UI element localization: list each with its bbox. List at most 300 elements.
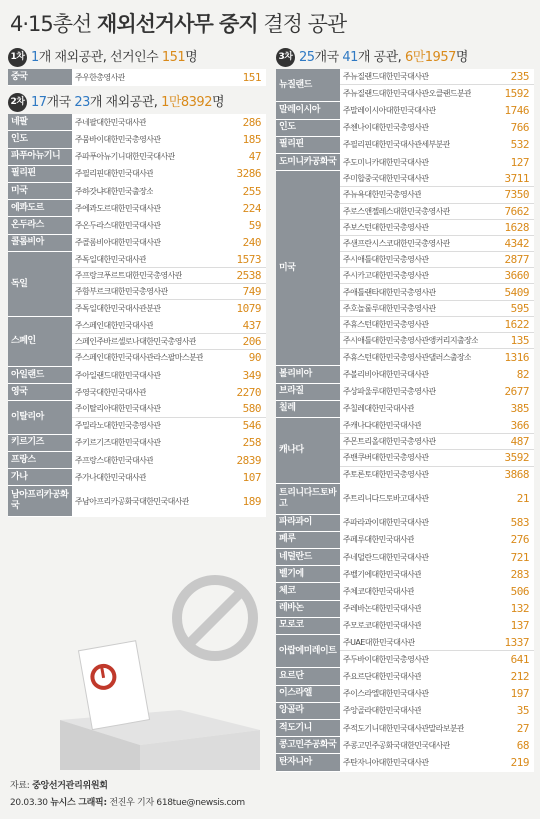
voter-number: 235 xyxy=(510,70,529,84)
country-name: 체코 xyxy=(276,583,340,599)
country-count-suffix: 개국 xyxy=(314,50,339,65)
mission-rows xyxy=(340,618,534,634)
country-name: 가나 xyxy=(8,469,72,485)
voter-number: 3711 xyxy=(504,172,529,186)
graphic-label: 뉴시스 그래픽: xyxy=(50,798,107,808)
country-name: 영국 xyxy=(8,384,72,400)
mission-row xyxy=(340,601,534,617)
mission-row xyxy=(72,235,266,251)
mission-row xyxy=(340,236,534,252)
voter-number: 127 xyxy=(510,155,529,169)
country-name: 탄자니아 xyxy=(276,754,340,770)
mission-name: 주스페인대한민국대사관 xyxy=(75,320,154,330)
mission-name: 주이탈리아대한민국대사관 xyxy=(75,404,161,414)
country-name: 벨기에 xyxy=(276,566,340,582)
mission-rows xyxy=(72,200,266,216)
section-badge: 2차 xyxy=(8,93,27,112)
mission-name: 주뉴질랜드대한민국대사관 xyxy=(343,72,429,82)
mission-count: 41 xyxy=(342,50,358,65)
section-header xyxy=(8,47,266,69)
mission-row xyxy=(340,467,534,483)
voter-number: 135 xyxy=(510,334,529,348)
mission-row xyxy=(340,434,534,450)
country-group xyxy=(276,583,534,600)
country-name: 도미니카공화국 xyxy=(276,154,340,170)
country-name: 브라질 xyxy=(276,384,340,400)
section-3 xyxy=(276,47,534,772)
country-name: 인도 xyxy=(8,131,72,147)
mission-row xyxy=(340,102,534,118)
mission-row xyxy=(340,532,534,548)
voter-number: 255 xyxy=(242,184,261,198)
country-group xyxy=(8,114,266,131)
mission-rows xyxy=(72,452,266,468)
voter-count-suffix: 명 xyxy=(185,50,198,65)
mission-rows xyxy=(72,235,266,251)
mission-rows xyxy=(340,668,534,684)
country-name: 적도기니 xyxy=(276,720,340,736)
mission-rows xyxy=(340,137,534,153)
source-label: 자료: xyxy=(10,781,30,791)
voter-number: 1337 xyxy=(504,636,529,650)
mission-row xyxy=(72,435,266,451)
voter-number: 385 xyxy=(510,402,529,416)
mission-name: 주도미니카대한민국대사관 xyxy=(343,157,429,167)
voter-number: 21 xyxy=(516,492,529,506)
mission-count: 1 xyxy=(31,50,39,65)
mission-name: 주독일대한민국대사관 xyxy=(75,254,147,264)
mission-row xyxy=(72,317,266,333)
country-group xyxy=(276,102,534,119)
mission-name: 주UAE대한민국대사관 xyxy=(343,638,415,648)
country-group xyxy=(276,754,534,771)
mission-name: 주뉴욕대한민국총영사관 xyxy=(343,190,422,200)
mission-row xyxy=(340,384,534,400)
voter-number: 506 xyxy=(510,585,529,599)
voter-number: 286 xyxy=(242,115,261,129)
country-name: 앙골라 xyxy=(276,703,340,719)
mission-count: 23 xyxy=(74,95,90,111)
country-group xyxy=(276,601,534,618)
country-group xyxy=(8,69,266,86)
country-name: 네팔 xyxy=(8,114,72,130)
country-group xyxy=(8,217,266,234)
voter-number: 721 xyxy=(510,550,529,564)
voter-number: 132 xyxy=(510,602,529,616)
mission-name: 주첸나이대한민국총영사관 xyxy=(343,123,429,133)
mission-count-suffix: 개 재외공관, xyxy=(89,95,158,111)
voter-number: 189 xyxy=(242,494,261,508)
voter-number: 206 xyxy=(242,334,261,348)
voter-number: 532 xyxy=(510,138,529,152)
voter-number: 366 xyxy=(510,419,529,433)
mission-name: 주레바논대한민국대사관 xyxy=(343,604,422,614)
mission-row xyxy=(72,217,266,233)
country-name: 이탈리아 xyxy=(8,401,72,433)
mission-name: 주프랑크푸르트대한민국총영사관 xyxy=(75,270,182,280)
country-name: 뉴질랜드 xyxy=(276,69,340,101)
mission-row xyxy=(340,635,534,651)
voter-number: 1622 xyxy=(504,317,529,331)
country-name: 아일랜드 xyxy=(8,367,72,383)
mission-row xyxy=(340,703,534,719)
mission-name: 주휴스턴대한민국총영사관 xyxy=(343,319,429,329)
mission-name: 주이스라엘대한민국대사관 xyxy=(343,689,429,699)
voter-number: 47 xyxy=(248,150,261,164)
mission-rows xyxy=(72,217,266,233)
country-name: 네덜란드 xyxy=(276,549,340,565)
mission-row xyxy=(72,469,266,485)
page-title xyxy=(10,8,346,38)
mission-row xyxy=(72,418,266,434)
voter-number: 27 xyxy=(516,721,529,735)
country-group xyxy=(276,737,534,754)
mission-name: 주남아프리카공화국대한민국대사관 xyxy=(75,496,190,506)
voter-number: 2677 xyxy=(504,385,529,399)
mission-rows xyxy=(72,131,266,147)
voter-number: 437 xyxy=(242,318,261,332)
country-group xyxy=(8,166,266,183)
mission-rows xyxy=(340,515,534,531)
mission-row xyxy=(340,651,534,667)
title-part3: 결정 공관 xyxy=(263,12,347,36)
mission-name: 주에콰도르대한민국대사관 xyxy=(75,203,161,213)
mission-row xyxy=(340,349,534,365)
country-group xyxy=(276,384,534,401)
voter-number: 580 xyxy=(242,402,261,416)
mission-row xyxy=(340,120,534,136)
mission-row xyxy=(340,268,534,284)
mission-row xyxy=(340,484,534,514)
section-badge: 1차 xyxy=(8,48,27,67)
mission-rows xyxy=(340,120,534,136)
voter-number: 641 xyxy=(510,652,529,666)
mission-rows xyxy=(72,384,266,400)
country-name: 이스라엘 xyxy=(276,686,340,702)
mission-row xyxy=(340,252,534,268)
voter-number: 1628 xyxy=(504,220,529,234)
mission-row xyxy=(72,334,266,350)
mission-row xyxy=(340,333,534,349)
mission-row xyxy=(72,166,266,182)
mission-row xyxy=(340,418,534,434)
mission-name: 주미합중국대한민국대사관 xyxy=(343,174,429,184)
mission-rows xyxy=(72,317,266,366)
mission-name: 스페인주바르셀로나대한민국총영사관 xyxy=(75,336,197,346)
mission-name: 주말레이시아대한민국대사관 xyxy=(343,105,436,115)
mission-row xyxy=(72,200,266,216)
mission-row xyxy=(72,384,266,400)
country-name: 키르기즈 xyxy=(8,435,72,451)
voter-number: 137 xyxy=(510,619,529,633)
voter-number: 185 xyxy=(242,132,261,146)
voter-number: 5409 xyxy=(504,285,529,299)
country-count-suffix: 개국 xyxy=(46,95,71,111)
mission-rows xyxy=(72,149,266,165)
title-part2: 재외선거사무 중지 xyxy=(97,12,258,36)
country-group xyxy=(276,566,534,583)
country-name: 독일 xyxy=(8,252,72,317)
country-name: 필리핀 xyxy=(8,166,72,182)
mission-name: 주몬트리올대한민국총영사관 xyxy=(343,437,436,447)
country-name: 프랑스 xyxy=(8,452,72,468)
mission-row xyxy=(340,686,534,702)
mission-rows xyxy=(340,635,534,667)
country-group xyxy=(8,252,266,318)
voter-number: 107 xyxy=(242,470,261,484)
mission-row xyxy=(72,486,266,516)
mission-count-suffix: 개 재외공관, 선거인수 xyxy=(38,50,159,65)
country-group xyxy=(276,366,534,383)
country-count: 25 xyxy=(299,50,315,65)
mission-name: 주함부르크대한민국총영사관 xyxy=(75,287,168,297)
credit: 전진우 기자 618tue@newsis.com xyxy=(109,798,245,808)
mission-row xyxy=(340,668,534,684)
right-column xyxy=(276,47,534,772)
mission-row xyxy=(340,401,534,417)
country-group xyxy=(276,720,534,737)
country-group xyxy=(276,401,534,418)
date: 20.03.30 xyxy=(10,798,48,808)
country-group xyxy=(276,703,534,720)
mission-name: 주영국대한민국대사관 xyxy=(75,387,147,397)
mission-row xyxy=(340,618,534,634)
mission-rows xyxy=(72,183,266,199)
mission-row xyxy=(340,549,534,565)
voter-number: 197 xyxy=(510,687,529,701)
mission-row xyxy=(72,367,266,383)
country-group xyxy=(276,515,534,532)
mission-row xyxy=(340,284,534,300)
mission-row xyxy=(72,268,266,284)
mission-row xyxy=(72,149,266,165)
voter-number: 487 xyxy=(510,435,529,449)
mission-name: 주온두라스대한민국대사관 xyxy=(75,220,161,230)
voter-number: 2270 xyxy=(236,385,261,399)
country-name: 트리니다드토바고 xyxy=(276,484,340,514)
voter-count: 151 xyxy=(161,50,186,65)
voter-number: 7350 xyxy=(504,188,529,202)
voter-number: 766 xyxy=(510,121,529,135)
mission-rows xyxy=(340,754,534,770)
mission-name: 주시애틀대한민국총영사관 xyxy=(343,255,429,265)
mission-name: 주아일랜드대한민국대사관 xyxy=(75,370,161,380)
voter-number: 4342 xyxy=(504,236,529,250)
mission-row xyxy=(72,252,266,268)
mission-name: 주키르기즈대한민국대사관 xyxy=(75,438,161,448)
mission-rows xyxy=(340,549,534,565)
country-group xyxy=(8,401,266,434)
mission-rows xyxy=(72,166,266,182)
voter-count-suffix: 명 xyxy=(211,95,225,111)
mission-rows xyxy=(340,154,534,170)
mission-row xyxy=(340,171,534,187)
mission-row xyxy=(72,284,266,300)
country-group xyxy=(8,183,266,200)
mission-name: 주앙골라대한민국대사관 xyxy=(343,706,422,716)
mission-rows xyxy=(340,601,534,617)
mission-rows xyxy=(72,469,266,485)
country-name: 미국 xyxy=(276,171,340,365)
source-value: 중앙선거관리위원회 xyxy=(32,781,108,791)
mission-rows xyxy=(340,703,534,719)
voter-count: 1만8392 xyxy=(161,95,212,111)
voter-number: 1592 xyxy=(504,86,529,100)
mission-name: 주하갓냐대한민국출장소 xyxy=(75,186,154,196)
country-group xyxy=(8,435,266,452)
country-group xyxy=(276,484,534,515)
mission-row xyxy=(72,350,266,366)
mission-row xyxy=(340,69,534,85)
mission-rows xyxy=(340,384,534,400)
mission-name: 주상파울루대한민국총영사관 xyxy=(343,387,436,397)
voter-number: 349 xyxy=(242,368,261,382)
country-group xyxy=(8,486,266,517)
mission-rows xyxy=(72,114,266,130)
country-name: 모로코 xyxy=(276,618,340,634)
country-name: 볼리비아 xyxy=(276,366,340,382)
mission-name: 주칠레대한민국대사관 xyxy=(343,404,415,414)
mission-name: 주파푸아뉴기니대한민국대사관 xyxy=(75,152,175,162)
country-group xyxy=(276,618,534,635)
voter-number: 240 xyxy=(242,236,261,250)
mission-rows xyxy=(340,737,534,753)
mission-name: 주스페인대한민국대사관라스팔마스분관 xyxy=(75,353,204,363)
country-group xyxy=(8,452,266,469)
mission-row xyxy=(340,515,534,531)
mission-rows xyxy=(72,69,266,85)
mission-name: 주탄자니아대한민국대사관 xyxy=(343,757,429,767)
mission-name: 주밀라노대한민국총영사관 xyxy=(75,421,161,431)
voter-number: 59 xyxy=(248,218,261,232)
mission-name: 주캐나다대한민국대사관 xyxy=(343,421,422,431)
mission-rows xyxy=(72,367,266,383)
mission-rows xyxy=(72,401,266,433)
mission-row xyxy=(340,583,534,599)
country-group xyxy=(276,120,534,137)
voter-count-suffix: 명 xyxy=(455,50,468,65)
voter-number: 2839 xyxy=(236,453,261,467)
mission-rows xyxy=(340,418,534,483)
mission-name: 주트리니다드토바고대사관 xyxy=(343,494,429,504)
mission-name: 주네팔대한민국대사관 xyxy=(75,117,147,127)
mission-row xyxy=(72,452,266,468)
mission-name: 주밴쿠버대한민국총영사관 xyxy=(343,453,429,463)
mission-name: 주우한총영사관 xyxy=(75,72,125,82)
country-name: 콩고민주공화국 xyxy=(276,737,340,753)
mission-name: 주두바이대한민국총영사관 xyxy=(343,654,429,664)
mission-rows xyxy=(340,686,534,702)
mission-rows xyxy=(340,102,534,118)
country-name: 필리핀 xyxy=(276,137,340,153)
mission-row xyxy=(72,300,266,316)
voter-number: 546 xyxy=(242,419,261,433)
mission-rows xyxy=(340,566,534,582)
mission-row xyxy=(340,154,534,170)
mission-rows xyxy=(340,484,534,514)
mission-name: 주필리핀대한민국대사관 xyxy=(75,169,154,179)
mission-name: 주요르단대한민국대사관 xyxy=(343,671,422,681)
country-name: 남아프리카공화국 xyxy=(8,486,72,516)
voter-number: 7662 xyxy=(504,204,529,218)
mission-name: 주휴스턴대한민국총영사관댈러스출장소 xyxy=(343,352,472,362)
mission-rows xyxy=(340,532,534,548)
left-column xyxy=(8,47,266,517)
mission-name: 주필리핀대한민국대사관세부분관 xyxy=(343,140,450,150)
voter-number: 3592 xyxy=(504,451,529,465)
country-group xyxy=(8,317,266,367)
voter-number: 90 xyxy=(248,351,261,365)
country-name: 파라과이 xyxy=(276,515,340,531)
ballot-paper xyxy=(79,641,150,730)
country-name: 레바논 xyxy=(276,601,340,617)
country-group xyxy=(276,635,534,668)
mission-name: 주로스앤젤레스대한민국총영사관 xyxy=(343,206,450,216)
country-name: 중국 xyxy=(8,69,72,85)
country-name: 캐나다 xyxy=(276,418,340,483)
mission-rows xyxy=(340,366,534,382)
country-name: 말레이시아 xyxy=(276,102,340,118)
country-group xyxy=(8,469,266,486)
mission-name: 주프랑스대한민국대사관 xyxy=(75,455,154,465)
mission-name: 주샌프란시스코대한민국총영사관 xyxy=(343,238,450,248)
country-group xyxy=(8,149,266,166)
section-header xyxy=(276,47,534,69)
mission-row xyxy=(340,187,534,203)
country-group xyxy=(8,200,266,217)
ballot-box-illustration xyxy=(60,570,280,770)
prohibition-icon xyxy=(177,580,253,656)
country-group xyxy=(276,171,534,366)
voter-number: 283 xyxy=(510,567,529,581)
mission-row xyxy=(340,137,534,153)
country-name: 에콰도르 xyxy=(8,200,72,216)
voter-number: 1316 xyxy=(504,350,529,364)
mission-name: 주뉴질랜드대한민국대사관오클랜드분관 xyxy=(343,88,472,98)
country-name: 인도 xyxy=(276,120,340,136)
voter-number: 1746 xyxy=(504,103,529,117)
mission-count-suffix: 개 공관, xyxy=(357,50,402,65)
voter-count: 6만1957 xyxy=(404,50,456,65)
mission-row xyxy=(72,131,266,147)
country-name: 온두라스 xyxy=(8,217,72,233)
mission-row xyxy=(340,720,534,736)
mission-row xyxy=(340,450,534,466)
mission-name: 주시애틀대한민국총영사관앵커리지출장소 xyxy=(343,336,479,346)
country-group xyxy=(276,668,534,685)
voter-number: 749 xyxy=(242,285,261,299)
mission-row xyxy=(340,566,534,582)
title-part1: 4·15총선 xyxy=(10,12,92,36)
mission-rows xyxy=(340,171,534,365)
voter-number: 68 xyxy=(516,738,529,752)
country-group xyxy=(276,686,534,703)
mission-row xyxy=(72,183,266,199)
voter-number: 151 xyxy=(242,70,261,84)
mission-row xyxy=(340,301,534,317)
voter-number: 595 xyxy=(510,301,529,315)
mission-name: 주가나대한민국대사관 xyxy=(75,472,147,482)
voter-number: 258 xyxy=(242,436,261,450)
mission-rows xyxy=(340,69,534,101)
voter-number: 82 xyxy=(516,367,529,381)
mission-row xyxy=(340,754,534,770)
voter-number: 212 xyxy=(510,669,529,683)
country-group xyxy=(276,69,534,102)
mission-row xyxy=(340,220,534,236)
mission-name: 주모로코대한민국대사관 xyxy=(343,621,422,631)
country-name: 스페인 xyxy=(8,317,72,366)
